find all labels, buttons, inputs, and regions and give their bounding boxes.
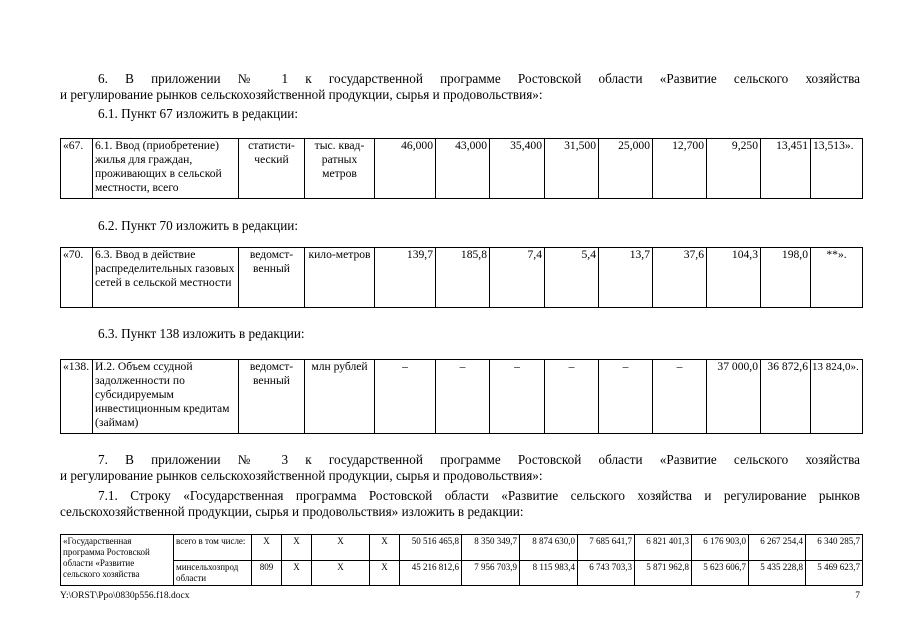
cell-unit: тыс. квад-ратных метров [305, 139, 375, 199]
table-item-67 [60, 138, 863, 199]
paragraph-7-line1: 7. В приложении № 3 к государственной программе Ростовской области «Развитие сельского хозяйства [98, 452, 860, 467]
cell-value: 12,700 [653, 139, 707, 199]
cell-value: 46,000 [375, 139, 436, 199]
cell-code: X [282, 535, 312, 561]
cell-value: 13,513». [811, 139, 863, 199]
cell-amount: 7 685 641,7 [578, 535, 635, 561]
cell-responsible: минсельхозпрод области [174, 561, 252, 586]
cell-amount: 5 469 623,7 [806, 561, 863, 586]
cell-number: «138. [61, 360, 93, 434]
cell-indicator: И.2. Объем ссудной задолженности по субсидируемым инвестиционным кредитам (займам) [93, 360, 239, 434]
cell-value: 104,3 [707, 248, 761, 308]
cell-value: 5,4 [545, 248, 599, 308]
cell-unit: млн рублей [305, 360, 375, 434]
cell-responsible: всего в том числе: [174, 535, 252, 561]
cell-amount: 7 956 703,9 [462, 561, 520, 586]
paragraph-6-line1: 6. В приложении № 1 к государственной программе Ростовской области «Развитие сельского хозяйства [98, 71, 860, 86]
cell-code: 809 [252, 561, 282, 586]
cell-value: 139,7 [375, 248, 436, 308]
cell-value: 35,400 [490, 139, 545, 199]
cell-code: X [370, 535, 400, 561]
cell-number: «67. [61, 139, 93, 199]
cell-value: 13 824,0». [811, 360, 863, 434]
paragraph-7-1-line2: сельскохозяйственной продукции, сырья и продовольствия» изложить в редакции: [60, 504, 524, 519]
cell-amount: 8 874 630,0 [520, 535, 578, 561]
cell-value: – [653, 360, 707, 434]
cell-amount: 6 743 703,3 [578, 561, 635, 586]
heading-6-1: 6.1. Пункт 67 изложить в редакции: [98, 106, 298, 121]
table-row [61, 248, 863, 308]
cell-indicator: 6.3. Ввод в действие распределительных газовых сетей в сельской местности [93, 248, 239, 308]
cell-value: 7,4 [490, 248, 545, 308]
cell-number: «70. [61, 248, 93, 308]
cell-amount: 5 871 962,8 [635, 561, 692, 586]
cell-type: ведомст-венный [239, 248, 305, 308]
footer-file-path: Y:\ORST\Ppo\0830p556.f18.docx [60, 591, 190, 601]
cell-value: 25,000 [599, 139, 653, 199]
cell-amount: 8 350 349,7 [462, 535, 520, 561]
cell-amount: 5 435 228,8 [749, 561, 806, 586]
cell-value: – [490, 360, 545, 434]
cell-value: 31,500 [545, 139, 599, 199]
cell-amount: 45 216 812,6 [400, 561, 462, 586]
heading-6-2: 6.2. Пункт 70 изложить в редакции: [98, 218, 298, 233]
cell-value: **». [811, 248, 863, 308]
table-row [61, 139, 863, 199]
cell-indicator: 6.1. Ввод (приобретение) жилья для граждан, проживающих в сельской местности, всего [93, 139, 239, 199]
cell-type: статисти-ческий [239, 139, 305, 199]
cell-code: X [312, 535, 370, 561]
table-row [61, 360, 863, 434]
cell-value: – [375, 360, 436, 434]
cell-value: 43,000 [436, 139, 490, 199]
table-program-financing [60, 534, 863, 586]
paragraph-7-1-line1: 7.1. Строку «Государственная программа Ростовской области «Развитие сельского хозяйства и регулирование рынков [98, 488, 860, 503]
cell-value: 37,6 [653, 248, 707, 308]
paragraph-7 [60, 452, 860, 484]
cell-value: 185,8 [436, 248, 490, 308]
paragraph-6-line2: и регулирование рынков сельскохозяйственной продукции, сырья и продовольствия»: [60, 87, 543, 102]
cell-code: X [312, 561, 370, 586]
cell-amount: 8 115 983,4 [520, 561, 578, 586]
cell-code: X [370, 561, 400, 586]
heading-6-3: 6.3. Пункт 138 изложить в редакции: [98, 326, 305, 341]
cell-value: – [436, 360, 490, 434]
cell-type: ведомст-венный [239, 360, 305, 434]
paragraph-7-1 [60, 488, 860, 520]
cell-amount: 5 623 606,7 [692, 561, 749, 586]
cell-value: – [545, 360, 599, 434]
cell-amount: 6 176 903,0 [692, 535, 749, 561]
table-item-70 [60, 247, 863, 308]
cell-value: 198,0 [761, 248, 811, 308]
cell-amount: 6 267 254,4 [749, 535, 806, 561]
cell-value: 36 872,6 [761, 360, 811, 434]
cell-value: 13,7 [599, 248, 653, 308]
cell-code: X [282, 561, 312, 586]
cell-amount: 6 821 401,3 [635, 535, 692, 561]
paragraph-7-line2: и регулирование рынков сельскохозяйственной продукции, сырья и продовольствия»: [60, 468, 543, 483]
table-row [61, 561, 863, 586]
cell-amount: 6 340 285,7 [806, 535, 863, 561]
table-item-138 [60, 359, 863, 434]
cell-value: 9,250 [707, 139, 761, 199]
cell-value: 13,451 [761, 139, 811, 199]
cell-program-name: «Государственная программа Ростовской области «Развитие сельского хозяйства [61, 535, 174, 586]
footer-page-number: 7 [855, 591, 860, 601]
cell-value: – [599, 360, 653, 434]
paragraph-6 [60, 71, 860, 103]
table-row [61, 535, 863, 561]
cell-code: X [252, 535, 282, 561]
cell-value: 37 000,0 [707, 360, 761, 434]
cell-amount: 50 516 465,8 [400, 535, 462, 561]
cell-unit: кило-метров [305, 248, 375, 308]
